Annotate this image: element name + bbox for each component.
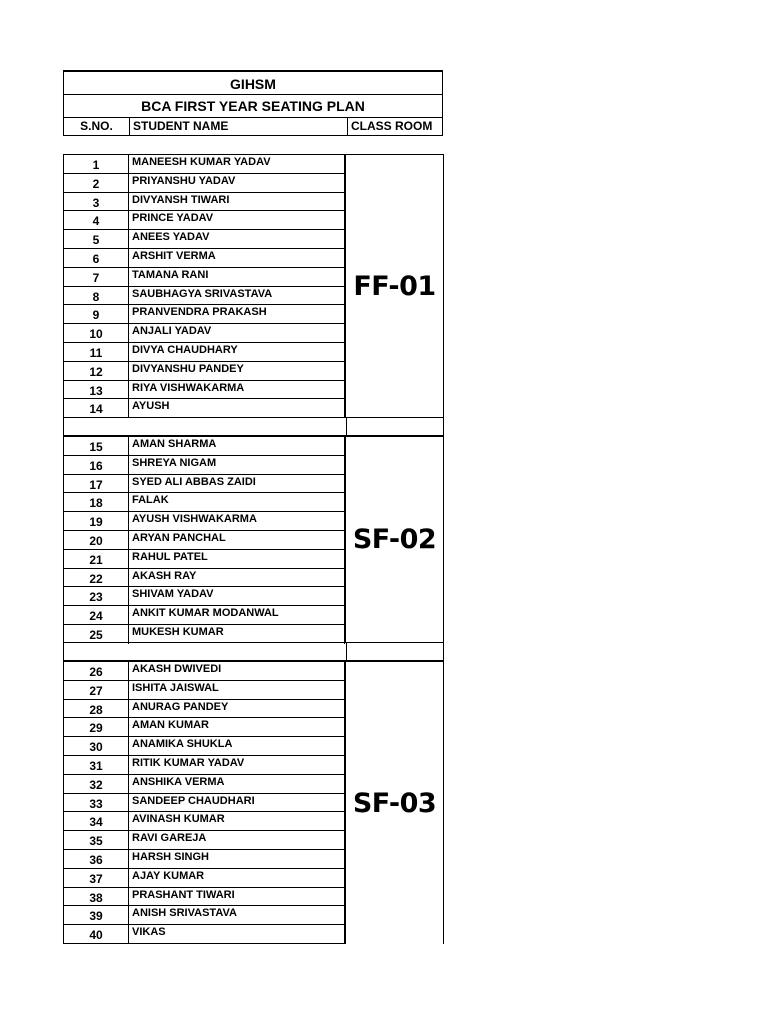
serial-number: 11: [63, 343, 129, 362]
serial-number: 2: [63, 174, 129, 193]
student-name: AJAY KUMAR: [129, 869, 345, 888]
spacer-row: [63, 642, 444, 661]
student-name: DIVYANSH TIWARI: [129, 193, 345, 212]
table-row: [63, 793, 345, 813]
serial-number: 20: [63, 531, 129, 550]
student-name: PRANVENDRA PRAKASH: [129, 305, 345, 324]
serial-number: 31: [63, 756, 129, 775]
serial-number: 21: [63, 550, 129, 569]
table-row: [63, 680, 345, 700]
table-row: [63, 661, 345, 681]
serial-number: 22: [63, 569, 129, 588]
serial-number: 32: [63, 775, 129, 794]
table-row: [63, 455, 345, 475]
room-sf-03: SF-03: [345, 661, 444, 944]
serial-number: 5: [63, 230, 129, 249]
table-bottom-border: [63, 943, 345, 944]
page-title: BCA FIRST YEAR SEATING PLAN: [63, 94, 443, 117]
student-name: SYED ALI ABBAS ZAIDI: [129, 475, 345, 494]
student-name: ANISH SRIVASTAVA: [129, 906, 345, 925]
student-name: ANURAG PANDEY: [129, 700, 345, 719]
serial-number: 1: [63, 155, 129, 174]
serial-number: 3: [63, 193, 129, 212]
student-name: SHREYA NIGAM: [129, 456, 345, 475]
student-name: PRASHANT TIWARI: [129, 888, 345, 907]
table-row: [63, 605, 345, 625]
table-row: [63, 323, 345, 343]
student-name: AKASH RAY: [129, 569, 345, 588]
serial-number: 36: [63, 850, 129, 869]
serial-number: 40: [63, 925, 129, 944]
table-row: [63, 173, 345, 193]
student-name: TAMANA RANI: [129, 268, 345, 287]
table-row: [63, 304, 345, 324]
serial-number: 6: [63, 249, 129, 268]
student-name: SANDEEP CHAUDHARI: [129, 794, 345, 813]
serial-number: 39: [63, 906, 129, 925]
student-name: AMAN KUMAR: [129, 718, 345, 737]
table-row: [63, 905, 345, 925]
table-row: [63, 342, 345, 362]
serial-number: 14: [63, 399, 129, 418]
serial-number: 16: [63, 456, 129, 475]
student-name: AYUSH: [129, 399, 345, 418]
student-name: ISHITA JAISWAL: [129, 681, 345, 700]
room-ff-01: FF-01: [345, 154, 444, 418]
table-row: [63, 811, 345, 831]
table-row: [63, 586, 345, 606]
student-name: DIVYA CHAUDHARY: [129, 343, 345, 362]
student-name: ARSHIT VERMA: [129, 249, 345, 268]
table-row: [63, 736, 345, 756]
student-name: RAVI GAREJA: [129, 831, 345, 850]
serial-number: 23: [63, 587, 129, 606]
student-name: PRINCE YADAV: [129, 211, 345, 230]
serial-number: 26: [63, 662, 129, 681]
serial-number: 8: [63, 287, 129, 306]
column-header-sno: S.NO.: [64, 118, 130, 135]
table-row: [63, 549, 345, 569]
table-row: [63, 474, 345, 494]
student-name: ARYAN PANCHAL: [129, 531, 345, 550]
serial-number: 38: [63, 888, 129, 907]
serial-number: 19: [63, 512, 129, 531]
student-name: AMAN SHARMA: [129, 437, 345, 456]
table-row: [63, 887, 345, 907]
student-name: SHIVAM YADAV: [129, 587, 345, 606]
table-row: [63, 210, 345, 230]
student-name: AVINASH KUMAR: [129, 812, 345, 831]
serial-number: 35: [63, 831, 129, 850]
serial-number: 24: [63, 606, 129, 625]
student-name: FALAK: [129, 493, 345, 512]
table-row: [63, 868, 345, 888]
serial-number: 7: [63, 268, 129, 287]
table-row: [63, 830, 345, 850]
serial-number: 10: [63, 324, 129, 343]
serial-number: 17: [63, 475, 129, 494]
table-row: [63, 924, 345, 944]
table-row: [63, 361, 345, 381]
student-name: ANJALI YADAV: [129, 324, 345, 343]
serial-number: 28: [63, 700, 129, 719]
table-row: [63, 154, 345, 174]
student-name: ANEES YADAV: [129, 230, 345, 249]
table-row: [63, 398, 345, 418]
serial-number: 30: [63, 737, 129, 756]
table-row: [63, 380, 345, 400]
table-row: [63, 849, 345, 869]
serial-number: 12: [63, 362, 129, 381]
student-name: RIYA VISHWAKARMA: [129, 381, 345, 400]
student-name: RAHUL PATEL: [129, 550, 345, 569]
serial-number: 25: [63, 625, 129, 644]
student-name: ANKIT KUMAR MODANWAL: [129, 606, 345, 625]
serial-number: 34: [63, 812, 129, 831]
institute-title: GIHSM: [63, 70, 443, 94]
column-header-row: [63, 117, 443, 136]
student-name: MUKESH KUMAR: [129, 625, 345, 644]
serial-number: 13: [63, 381, 129, 400]
student-name: ANSHIKA VERMA: [129, 775, 345, 794]
table-row: [63, 286, 345, 306]
serial-number: 9: [63, 305, 129, 324]
serial-number: 29: [63, 718, 129, 737]
column-header-name: STUDENT NAME: [130, 118, 348, 135]
table-row: [63, 511, 345, 531]
table-row: [63, 192, 345, 212]
serial-number: 37: [63, 869, 129, 888]
room-sf-02: SF-02: [345, 436, 444, 643]
student-name: ANAMIKA SHUKLA: [129, 737, 345, 756]
serial-number: 33: [63, 794, 129, 813]
table-row: [63, 774, 345, 794]
table-row: [63, 492, 345, 512]
student-name: SAUBHAGYA SRIVASTAVA: [129, 287, 345, 306]
table-row: [63, 267, 345, 287]
table-row: [63, 717, 345, 737]
table-row: [63, 699, 345, 719]
serial-number: 4: [63, 211, 129, 230]
table-row: [63, 568, 345, 588]
table-row: [63, 624, 345, 644]
student-name: HARSH SINGH: [129, 850, 345, 869]
table-row: [63, 530, 345, 550]
serial-number: 18: [63, 493, 129, 512]
table-row: [63, 755, 345, 775]
student-name: VIKAS: [129, 925, 345, 944]
student-name: DIVYANSHU PANDEY: [129, 362, 345, 381]
student-name: AYUSH VISHWAKARMA: [129, 512, 345, 531]
student-name: PRIYANSHU YADAV: [129, 174, 345, 193]
student-name: RITIK KUMAR YADAV: [129, 756, 345, 775]
table-row: [63, 248, 345, 268]
table-row: [63, 436, 345, 456]
student-name: MANEESH KUMAR YADAV: [129, 155, 345, 174]
column-header-room: CLASS ROOM: [351, 119, 433, 133]
student-name: AKASH DWIVEDI: [129, 662, 345, 681]
serial-number: 15: [63, 437, 129, 456]
table-row: [63, 229, 345, 249]
spacer-row: [63, 417, 444, 436]
serial-number: 27: [63, 681, 129, 700]
